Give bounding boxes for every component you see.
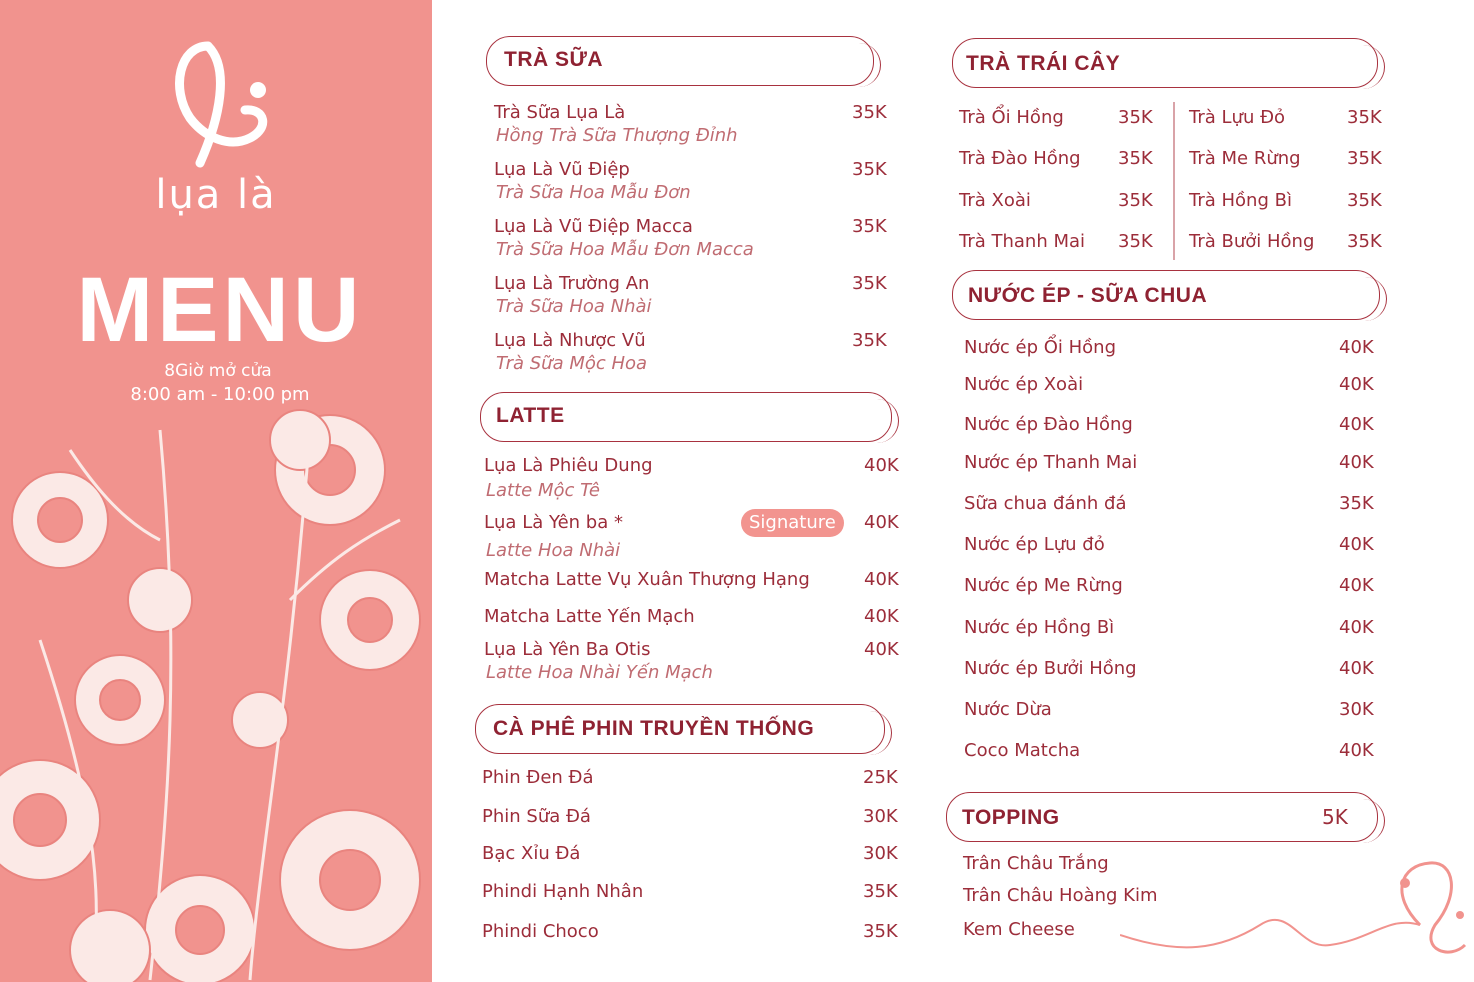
menu-title: MENU bbox=[76, 259, 364, 361]
nuoc-ep-item-price: 40K bbox=[1339, 575, 1374, 596]
nuoc-ep-item-name: Nước ép Bưởi Hồng bbox=[964, 658, 1137, 679]
tra-trai-cay-item-price: 35K bbox=[1118, 107, 1153, 128]
ca_phe-item-price: 35K bbox=[863, 921, 898, 942]
section-title-ca-phe: CÀ PHÊ PHIN TRUYỀN THỐNG bbox=[493, 717, 815, 740]
tra_sua-item-name: Lụa Là Vũ Điệp bbox=[494, 159, 630, 180]
nuoc-ep-item-price: 40K bbox=[1339, 658, 1374, 679]
tra_sua-item-price: 35K bbox=[852, 273, 887, 294]
nuoc-ep-item-name: Nước Dừa bbox=[964, 699, 1052, 720]
tra-trai-cay-item-price: 35K bbox=[1347, 231, 1382, 252]
nuoc-ep-item-price: 40K bbox=[1339, 534, 1374, 555]
latte-item-name: Lụa Là Yên Ba Otis bbox=[484, 639, 651, 660]
nuoc-ep-item-price: 40K bbox=[1339, 374, 1374, 395]
tra-trai-cay-item-name: Trà Hồng Bì bbox=[1189, 190, 1292, 211]
nuoc-ep-item-name: Nước ép Ổi Hồng bbox=[964, 337, 1116, 358]
topping-price: 5K bbox=[1322, 805, 1348, 829]
brand-panel bbox=[0, 0, 432, 982]
tra_sua-item-name: Lụa Là Vũ Điệp Macca bbox=[494, 216, 693, 237]
brand-name: lụa là bbox=[155, 172, 277, 218]
ca_phe-item-name: Phin Đen Đá bbox=[482, 767, 594, 788]
ca_phe-item-name: Phindi Hạnh Nhân bbox=[482, 881, 644, 902]
nuoc-ep-item-name: Coco Matcha bbox=[964, 740, 1081, 761]
latte-item-price: 40K bbox=[864, 639, 899, 660]
latte-item-price: 40K bbox=[864, 512, 899, 533]
tra-trai-cay-item-name: Trà Lựu Đỏ bbox=[1189, 107, 1286, 128]
latte-item-price: 40K bbox=[864, 606, 899, 627]
nuoc-ep-item-price: 40K bbox=[1339, 617, 1374, 638]
nuoc-ep-item-price: 30K bbox=[1339, 699, 1374, 720]
nuoc-ep-item-price: 35K bbox=[1339, 493, 1374, 514]
nuoc-ep-item-name: Nước ép Thanh Mai bbox=[964, 452, 1138, 473]
lua-la-logo-icon bbox=[120, 38, 300, 178]
signature-badge: Signature bbox=[741, 509, 844, 537]
latte-item-name: Lụa Là Yên ba * bbox=[484, 512, 623, 533]
ca_phe-item-price: 30K bbox=[863, 843, 898, 864]
tra_sua-item-description: Trà Sữa Hoa Mẫu Đơn Macca bbox=[496, 239, 754, 260]
latte-item-description: Latte Mộc Tê bbox=[486, 480, 600, 501]
ca_phe-item-name: Phin Sữa Đá bbox=[482, 806, 591, 827]
nuoc-ep-item-price: 40K bbox=[1339, 452, 1374, 473]
tra_sua-item-description: Trà Sữa Hoa Mẫu Đơn bbox=[496, 182, 691, 203]
section-title-latte: LATTE bbox=[496, 404, 565, 427]
latte-item-name: Matcha Latte Vụ Xuân Thượng Hạng bbox=[484, 569, 810, 590]
ribbon-decoration-icon bbox=[1120, 855, 1474, 982]
section-title-nuoc-ep: NƯỚC ÉP - SỮA CHUA bbox=[968, 284, 1208, 307]
tra_sua-item-price: 35K bbox=[852, 216, 887, 237]
tra_sua-item-price: 35K bbox=[852, 159, 887, 180]
nuoc-ep-item-price: 40K bbox=[1339, 740, 1374, 761]
topping-item: Kem Cheese bbox=[963, 919, 1075, 940]
ca_phe-item-name: Bạc Xỉu Đá bbox=[482, 843, 581, 864]
tra-trai-cay-item-name: Trà Thanh Mai bbox=[959, 231, 1086, 252]
tra-trai-cay-item-name: Trà Me Rừng bbox=[1189, 148, 1301, 169]
section-title-tra-sua: TRÀ SỮA bbox=[504, 48, 604, 71]
tra-trai-cay-item-price: 35K bbox=[1347, 190, 1382, 211]
nuoc-ep-item-name: Nước ép Lựu đỏ bbox=[964, 534, 1105, 555]
latte-item-price: 40K bbox=[864, 569, 899, 590]
nuoc-ep-item-name: Nước ép Me Rừng bbox=[964, 575, 1123, 596]
ca_phe-item-price: 35K bbox=[863, 881, 898, 902]
tra-trai-cay-item-price: 35K bbox=[1347, 148, 1382, 169]
ca_phe-item-price: 30K bbox=[863, 806, 898, 827]
section-title-tra-trai-cay: TRÀ TRÁI CÂY bbox=[966, 52, 1121, 75]
tra_sua-item-name: Lụa Là Trường An bbox=[494, 273, 650, 294]
tra_sua-item-name: Trà Sữa Lụa Là bbox=[494, 102, 626, 123]
tra_sua-item-description: Trà Sữa Mộc Hoa bbox=[496, 353, 648, 374]
tra-trai-cay-item-price: 35K bbox=[1118, 190, 1153, 211]
latte-item-name: Lụa Là Phiêu Dung bbox=[484, 455, 653, 476]
latte-item-price: 40K bbox=[864, 455, 899, 476]
ca_phe-item-name: Phindi Choco bbox=[482, 921, 599, 942]
tra_sua-item-price: 35K bbox=[852, 330, 887, 351]
opening-hours: 8:00 am - 10:00 pm bbox=[130, 384, 310, 405]
nuoc-ep-item-name: Nước ép Đào Hồng bbox=[964, 414, 1133, 435]
tra_sua-item-description: Trà Sữa Hoa Nhài bbox=[496, 296, 652, 317]
column-divider bbox=[1173, 102, 1175, 260]
tra-trai-cay-item-name: Trà Ổi Hồng bbox=[959, 107, 1064, 128]
tra-trai-cay-item-name: Trà Bưởi Hồng bbox=[1189, 231, 1315, 252]
tra_sua-item-description: Hồng Trà Sữa Thượng Đỉnh bbox=[496, 125, 738, 146]
nuoc-ep-item-price: 40K bbox=[1339, 414, 1374, 435]
tra-trai-cay-item-name: Trà Xoài bbox=[959, 190, 1031, 211]
hours-label: 8Giờ mở cửa bbox=[164, 361, 272, 381]
nuoc-ep-item-name: Sữa chua đánh đá bbox=[964, 493, 1127, 514]
nuoc-ep-item-name: Nước ép Hồng Bì bbox=[964, 617, 1115, 638]
latte-item-name: Matcha Latte Yến Mạch bbox=[484, 606, 695, 627]
tra-trai-cay-item-price: 35K bbox=[1118, 231, 1153, 252]
latte-item-description: Latte Hoa Nhài Yến Mạch bbox=[486, 662, 713, 683]
topping-item: Trân Châu Hoàng Kim bbox=[963, 885, 1158, 906]
tra_sua-item-name: Lụa Là Nhược Vũ bbox=[494, 330, 646, 351]
nuoc-ep-item-price: 40K bbox=[1339, 337, 1374, 358]
tra-trai-cay-item-name: Trà Đào Hồng bbox=[959, 148, 1081, 169]
tra_sua-item-price: 35K bbox=[852, 102, 887, 123]
nuoc-ep-item-name: Nước ép Xoài bbox=[964, 374, 1084, 395]
tra-trai-cay-item-price: 35K bbox=[1347, 107, 1382, 128]
ca_phe-item-price: 25K bbox=[863, 767, 898, 788]
section-title-topping: TOPPING bbox=[962, 806, 1060, 829]
latte-item-description: Latte Hoa Nhài bbox=[486, 540, 621, 561]
topping-item: Trân Châu Trắng bbox=[963, 853, 1109, 874]
tra-trai-cay-item-price: 35K bbox=[1118, 148, 1153, 169]
